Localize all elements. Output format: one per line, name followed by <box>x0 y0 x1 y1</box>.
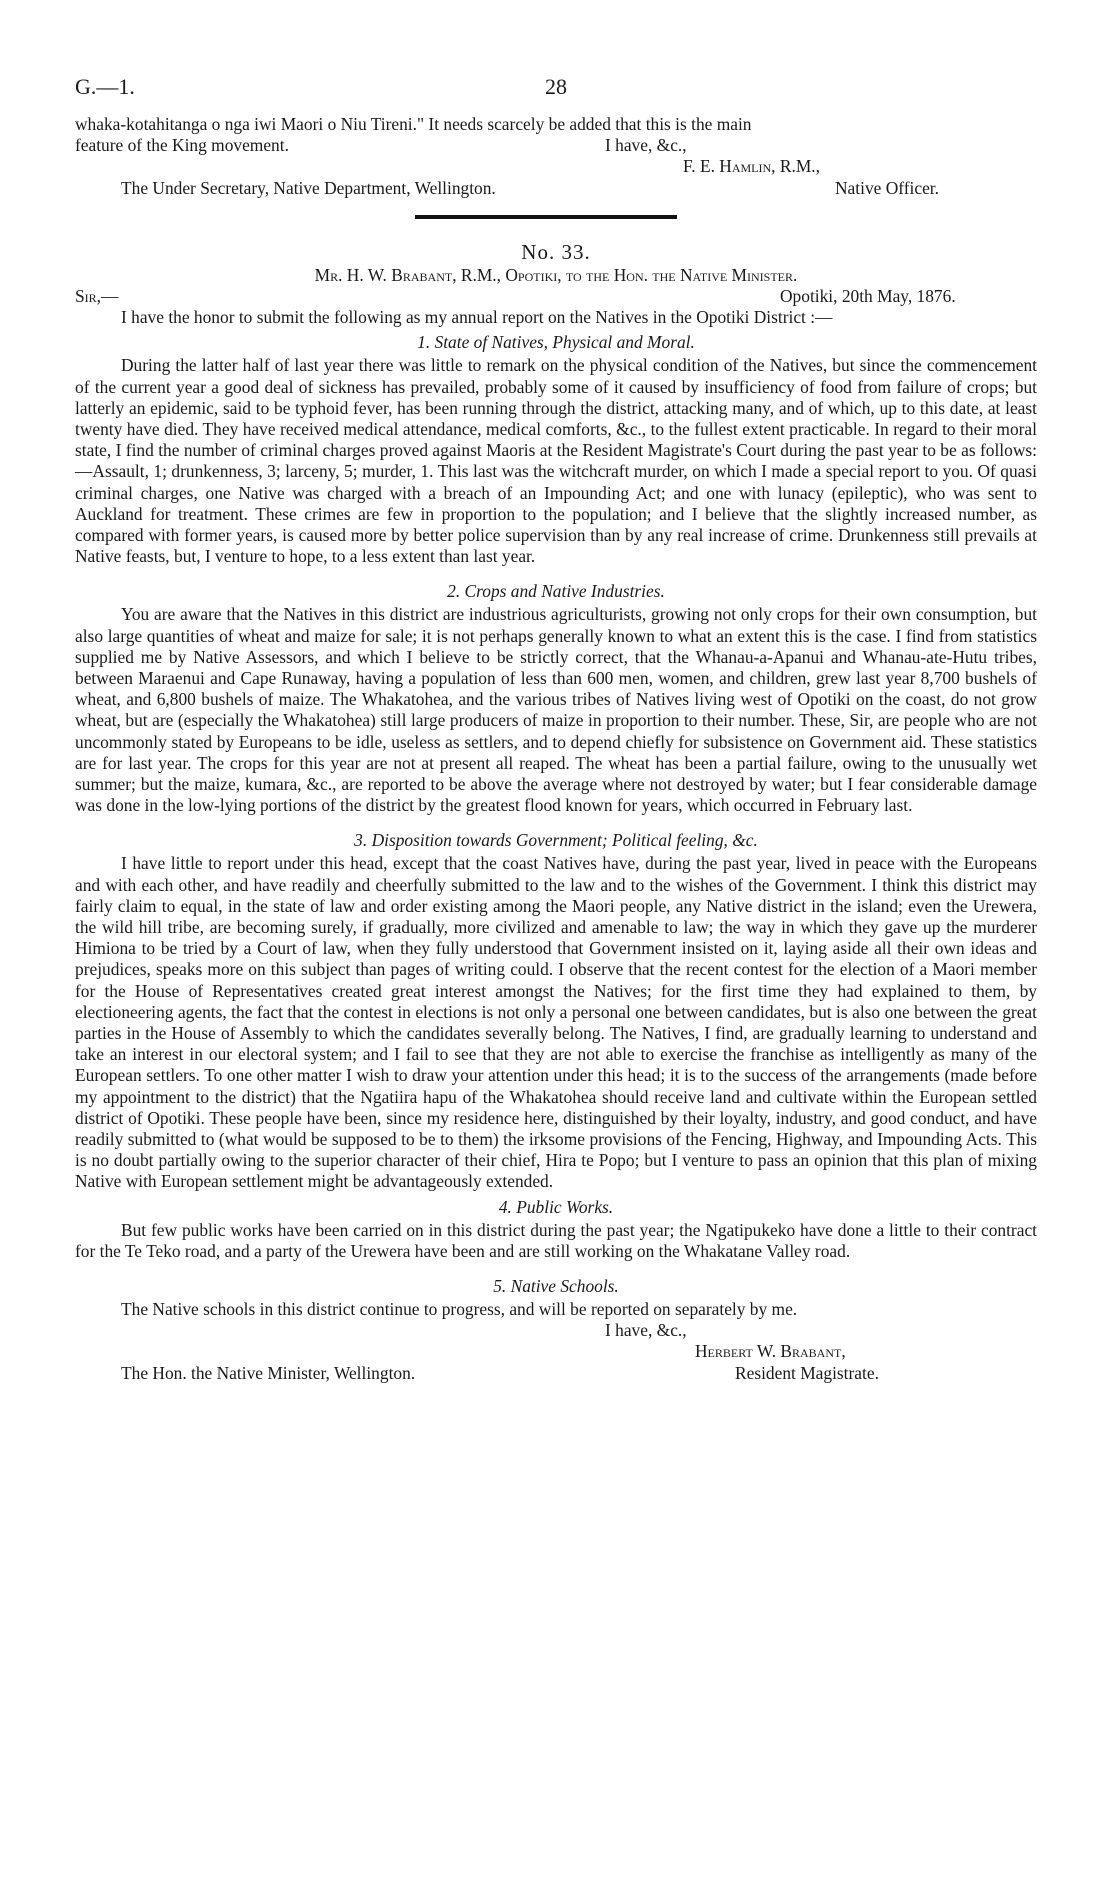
document-code: G.—1. <box>75 74 135 99</box>
section-heading-2: 2. Crops and Native Industries. <box>447 581 665 602</box>
previous-letter-end: whaka-kotahitanga o nga iwi Maori o Niu Tireni." It needs scarcely be added that this is the main <box>75 114 752 134</box>
previous-letter-signature: F. E. Hamlin, R.M., <box>683 156 820 177</box>
section-divider <box>415 215 677 219</box>
closing-line <box>75 1320 1037 1341</box>
section-text-2: You are aware that the Natives in this district are industrious agriculturists, growing not only crops for their own consumption, but also large quantities of wheat and maize for sale; it is not perhaps generally known to what an extent this is the case. I find from statistics supplied me by Native Assessors, and which I believe to be strictly correct, that the Whanau-a-Apanui and Whanau-ate-Hutu tribes, between Maraenui and Cape Runaway, having a population of less than 600 men, women, and children, grew last year 8,700 bushels of wheat, and 6,800 bushels of maize. The Whakatohea, and the various tribes of Natives living west of Opotiki on the coast, do not grow wheat, but are (especially the Whakatohea) still large producers of maize in proportion to their number. These, Sir, are people who are not uncommonly stated by Europeans to be idle, useless as settlers, and to depend chiefly for subsistence on Government aid. These statistics are for last year. The crops for this year are not at present all reaped. The wheat has been a partial failure, owing to the unusually wet summer; but the maize, kumara, &c., are reported to be above the average where not destroyed by water; but I fear considerable damage was done in the low-lying portions of the district by the greatest flood known for years, which occurred in February last. <box>75 604 1037 816</box>
letter-number: No. 33. <box>521 239 591 264</box>
place-date: Opotiki, 20th May, 1876. <box>780 285 956 306</box>
section-text-5: The Native schools in this district continue to progress, and will be reported on separately by me. <box>121 1299 798 1320</box>
recipient-line <box>75 1363 1037 1384</box>
previous-letter-signature-line <box>75 156 1037 177</box>
section-heading-4: 4. Public Works. <box>498 1196 614 1217</box>
letter-intro: I have the honor to submit the following as my annual report on the Natives in the Opotiki District :— <box>121 307 833 328</box>
previous-letter-closing: I have, &c., <box>605 135 687 156</box>
recipient: The Hon. the Native Minister, Wellington. <box>121 1362 416 1383</box>
section-heading-1: 1. State of Natives, Physical and Moral. <box>417 332 695 353</box>
document-page <box>75 74 1037 1384</box>
page-header <box>75 74 1037 114</box>
letter-from-to: Mr. H. W. Brabant, R.M., Opotiki, to the Hon. the Native Minister. <box>314 264 798 285</box>
page-number: 28 <box>545 74 567 99</box>
signatory-title: Resident Magistrate. <box>735 1362 879 1383</box>
previous-letter-closing-line <box>75 135 1037 156</box>
section-text-4: But few public works have been carried on in this district during the past year; the Ngatipukeko have done a little to their contract for the Te Teko road, and a party of the Urewera have been and are still working on the Whakatane Valley road. <box>75 1219 1037 1261</box>
section-heading-5: 5. Native Schools. <box>493 1276 619 1297</box>
previous-letter-title: Native Officer. <box>835 177 939 198</box>
salutation: Sir,— <box>75 285 119 306</box>
signature-line <box>75 1341 1037 1362</box>
closing: I have, &c., <box>605 1320 687 1341</box>
previous-letter-addressee: The Under Secretary, Native Department, Wellington. <box>121 177 496 198</box>
section-text-1: During the latter half of last year there was little to remark on the physical condition of the Natives, but since the commencement of the current year a good deal of sickness has prevailed, probably some of it caused by insufficiency of food from failure of crops; but latterly an epidemic, said to be typhoid fever, has been running through the district, attacking many, and of which, up to this date, at least twenty have died. They have received medical attendance, medical comforts, &c., to the fullest extent practicable. In regard to their moral state, I find the number of criminal charges proved against Maoris at the Resident Magistrate's Court during the past year to be as follows:—Assault, 1; drunkenness, 3; larceny, 5; murder, 1. This last was the witchcraft murder, on which I made a special report to you. Of quasi criminal charges, one Native was charged with a breach of an Impounding Act; and one with lunacy (epileptic), who was sent to Auckland for treatment. These crimes are few in proportion to the population; and I believe that the slightly increased number, as compared with former years, is caused more by better police supervision than by any real increase of crime. Drunkenness still prevails at Native feasts, but, I venture to hope, to a less extent than last year. <box>75 355 1037 567</box>
section-text-3: I have little to report under this head, except that the coast Natives have, during the past year, lived in peace with the Europeans and with each other, and have readily and cheerfully submitted to the law and to the wishes of the Government. I think this district may fairly claim to equal, in the state of law and order existing among the Maori people, any Native district in the island; even the Urewera, the wild hill tribe, are becoming surely, if gradually, more civilized and amenable to law; the way in which they gave up the murderer Himiona to be tried by a Court of law, when they fully understood that Government insisted on it, laying aside all their own ideas and prejudices, speaks more on this subject than pages of writing could. I observe that the recent contest for the election of a Maori member for the House of Representatives created great interest amongst the Natives; for the first time they had explained to them, by electioneering agents, the fact that the contest in elections is not only a personal one between candidates, but is also one between the great parties in the House of Assembly to which the candidates severally belong. The Natives, I find, are gradually learning to understand and take an interest in our electoral system; and I fail to see that they are not able to exercise the franchise as intelligently as many of the European settlers. To one other matter I wish to draw your attention under this head; it is to the success of the arrangements (made before my appointment to the district) that the Ngatiira hapu of the Whakatohea should receive land and cultivate within the European settled district of Opotiki. These people have been, since my residence here, distinguished by their loyalty, industry, and good conduct, and have readily submitted to (what would be supposed to be to them) the irksome provisions of the Fencing, Highway, and Impounding Acts. This is no doubt partially owing to the superior character of their chief, Hira te Popo; but I venture to pass an opinion that this plan of mixing Native with European settlement might be advantageously extended. <box>75 853 1037 1192</box>
previous-letter-footer-line <box>75 178 1037 199</box>
signature: Herbert W. Brabant, <box>695 1341 846 1362</box>
salutation-line <box>75 286 1037 307</box>
section-heading-3: 3. Disposition towards Government; Political feeling, &c. <box>354 830 758 851</box>
previous-letter-text: feature of the King movement. <box>75 135 289 156</box>
